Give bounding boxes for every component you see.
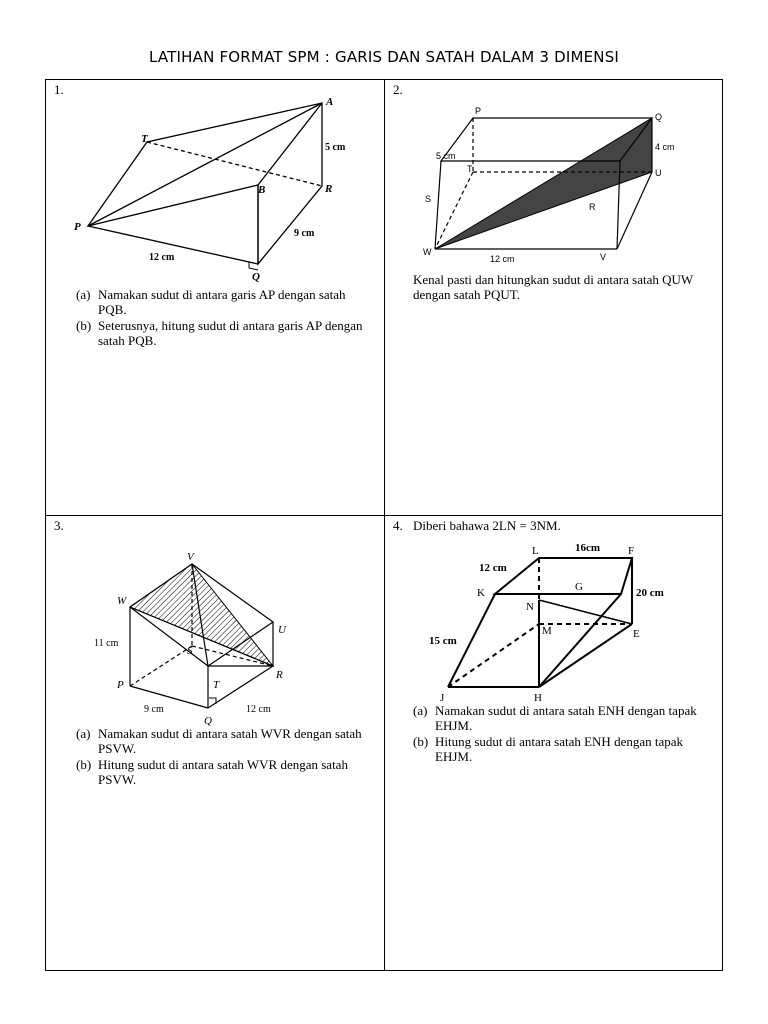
question-number: 1. [54, 82, 64, 97]
given-condition: Diberi bahawa 2LN = 3NM. [413, 518, 561, 533]
label-t: T [213, 679, 220, 691]
question-grid [45, 79, 723, 971]
label-k: K [477, 587, 485, 599]
label-q: Q [252, 271, 260, 283]
length-qr: 9 cm [294, 228, 315, 239]
length-wv: 12 cm [490, 254, 515, 264]
label-s: S [187, 645, 193, 657]
length-qu: 4 cm [655, 142, 675, 152]
question-1-text: (a) Namakan sudut di antara garis AP dengan satah PQB. (b) Seterusnya, hitung sudut di antara garis AP dengan satah PQB. [76, 287, 376, 349]
question-4-cell [385, 516, 722, 970]
length-pq: 12 cm [149, 252, 175, 263]
label-f: F [628, 545, 635, 557]
label-q: Q [204, 715, 212, 727]
length-fe: 20 cm [636, 587, 664, 599]
length-pq: 9 cm [144, 704, 164, 715]
label-w: W [423, 247, 432, 257]
prism-diagram-1 [46, 80, 385, 290]
question-1-cell [46, 80, 385, 516]
label-r: R [589, 202, 596, 212]
question-1b: Seterusnya, hitung sudut di antara garis AP dengan satah PQB. [98, 318, 363, 348]
label-u: U [655, 168, 662, 178]
question-3b: Hitung sudut di antara satah WVR dengan satah PSVW. [98, 757, 348, 787]
question-3a: Namakan sudut di antara satah WVR dengan satah PSVW. [98, 726, 362, 756]
page-title: LATIHAN FORMAT SPM : GARIS DAN SATAH DALAM 3 DIMENSI [148, 48, 620, 66]
question-2-cell [385, 80, 722, 516]
label-b: B [258, 184, 266, 196]
label-v: V [600, 252, 607, 262]
question-number: 4. [393, 518, 403, 533]
label-r: R [276, 669, 283, 681]
label-j: J [440, 692, 445, 704]
question-4a: Namakan sudut di antara satah ENH dengan tapak EHJM. [435, 703, 697, 733]
label-l: L [532, 545, 539, 557]
label-m: M [542, 625, 552, 637]
label-e: E [633, 628, 640, 640]
label-t: T [467, 164, 473, 174]
label-a: A [326, 96, 334, 108]
question-1a: Namakan sudut di antara garis AP dengan satah PQB. [98, 287, 346, 317]
length-kj: 15 cm [429, 635, 457, 647]
length-lk: 12 cm [479, 562, 507, 574]
label-t: T [141, 133, 148, 145]
question-4b: Hitung sudut di antara satah ENH dengan tapak EHJM. [435, 734, 684, 764]
length-ar: 5 cm [325, 142, 346, 153]
label-h: H [534, 692, 542, 704]
question-number: 3. [54, 518, 64, 533]
label-p: P [74, 221, 81, 233]
question-3-cell [46, 516, 385, 970]
length-wp: 11 cm [94, 638, 119, 649]
question-number: 2. [393, 82, 403, 97]
prism-diagram-3 [46, 516, 385, 726]
length-qr: 12 cm [246, 704, 271, 715]
label-p: P [117, 679, 124, 691]
label-p: P [475, 106, 482, 116]
label-n: N [526, 601, 534, 613]
label-g: G [575, 581, 583, 593]
question-4-text: (a) Namakan sudut di antara satah ENH dengan tapak EHJM. (b) Hitung sudut di antara satah ENH dengan tapak EHJM. [413, 703, 716, 765]
cuboid-diagram-2 [385, 80, 722, 270]
label-q: Q [655, 112, 663, 122]
length-lf: 16cm [575, 542, 601, 554]
label-v: V [187, 551, 194, 563]
label-r: R [325, 183, 333, 195]
label-u: U [278, 624, 286, 636]
length-pt: 5 cm [436, 151, 456, 161]
label-s: S [425, 194, 432, 204]
question-2-text: Kenal pasti dan hitungkan sudut di antara satah QUW dengan satah PQUT. [413, 272, 693, 302]
prism-diagram-4 [385, 516, 722, 706]
question-3-text: (a) Namakan sudut di antara satah WVR dengan satah PSVW. (b) Hitung sudut di antara satah WVR dengan satah PSVW. [76, 726, 376, 788]
label-w: W [117, 595, 127, 607]
